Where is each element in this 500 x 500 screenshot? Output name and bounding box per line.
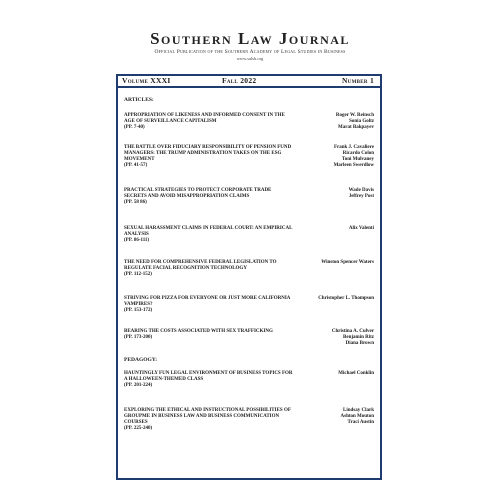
entry-authors: Michael Conklin: [338, 371, 374, 376]
entry-title: HAUNTINGLY FUN LEGAL ENVIRONMENT OF BUSINESS TOPICS FOR A HALLOWEEN-THEMED CLASS (PP. 201-224): [124, 371, 293, 388]
entry-pages: (PP. 7-40): [124, 125, 145, 130]
entry-pages: (PP. 225-240): [124, 426, 153, 431]
entry-title: THE BATTLE OVER FIDUCIARY RESPONSIBILITY OF PENSION FUND MANAGERS: THE TRUMP ADMINISTRATION TAKES ON THE ESG MOVEMENT (PP. 41-57): [124, 145, 294, 169]
entry-pages: (PP. 112-152): [124, 272, 152, 277]
issue-number: Number 1: [341, 76, 374, 85]
entry-pages: (PP. 173-200): [124, 335, 153, 340]
entry-pages: (PP. 41-57): [124, 163, 148, 168]
entry-title: EXPLORING THE ETHICAL AND INSTRUCTIONAL POSSIBILITIES OF GROUPME IN BUSINESS LAW AND BUSINESS COMMUNICATION COURSES (PP. 225-240): [124, 408, 294, 432]
journal-website: www.salsb.org: [236, 56, 264, 61]
table-of-contents: [116, 74, 382, 480]
entry-authors: Winston Spencer Waters: [321, 260, 374, 265]
entry-pages: (PP. 86-111): [124, 238, 150, 243]
entry-authors: Christopher L. Thompson: [318, 296, 374, 301]
section-pedagogy: PEDAGOGY:: [124, 357, 158, 363]
entry-title: THE NEED FOR COMPREHENSIVE FEDERAL LEGISLATION TO REGULATE FACIAL RECOGNITION TECHNOLOGY (PP. 112-152): [124, 260, 294, 278]
entry-title: BEARING THE COSTS ASSOCIATED WITH SEX TRAFFICKING (PP. 173-200): [124, 329, 294, 341]
journal-title: Southern Law Journal: [150, 29, 350, 48]
entry-title: PRACTICAL STRATEGIES TO PROTECT CORPORATE TRADE SECRETS AND AVOID MISAPPROPRIATION CLAIMS (PP. 58 86): [124, 188, 294, 206]
issue-volume: Volume XXXI: [122, 76, 171, 85]
entry-title: STRIVING FOR PIZZA FOR EVERYONE OR JUST MORE CALIFORNIA VAMPIRES? (PP. 153-172): [124, 296, 294, 314]
entry-pages: (PP. 201-224): [124, 383, 153, 388]
issue-date: Fall 2022: [222, 76, 257, 85]
entry-pages: (PP. 153-172): [124, 308, 153, 313]
masthead: [0, 30, 500, 61]
entry-authors: Christina A. Culver Benjamin Ritz Diana Brown: [331, 329, 374, 346]
issue-bar: [118, 76, 380, 88]
section-articles: ARTICLES:: [124, 97, 154, 103]
entry-authors: Alix Valenti: [348, 226, 374, 231]
journal-subtitle: Official Publication of the Southern Academy of Legal Studies in Business: [154, 49, 346, 55]
entry-pages: (PP. 58 86): [124, 200, 147, 205]
entry-title: APPROPRIATION OF LIKENESS AND INFORMED CONSENT IN THE AGE OF SURVEILLANCE CAPITALISM (PP. 7-40): [124, 113, 294, 131]
entry-authors: Frank J. Cavaliere Ricardo Colon Toni Mulvaney Marleen Swerdlow: [333, 145, 374, 168]
entry-authors: Roger W. Reinsch Sonia Goltz Marat Bakpayev: [335, 113, 374, 130]
entry-title: SEXUAL HARASSMENT CLAIMS IN FEDERAL COURT: AN EMPIRICAL ANALYSIS (PP. 86-111): [124, 226, 293, 243]
entry-authors: Wade Davis Jeffrey Post: [348, 188, 374, 199]
entry-authors: Lindsay Clark Ashton Mouton Traci Austin: [340, 408, 374, 425]
